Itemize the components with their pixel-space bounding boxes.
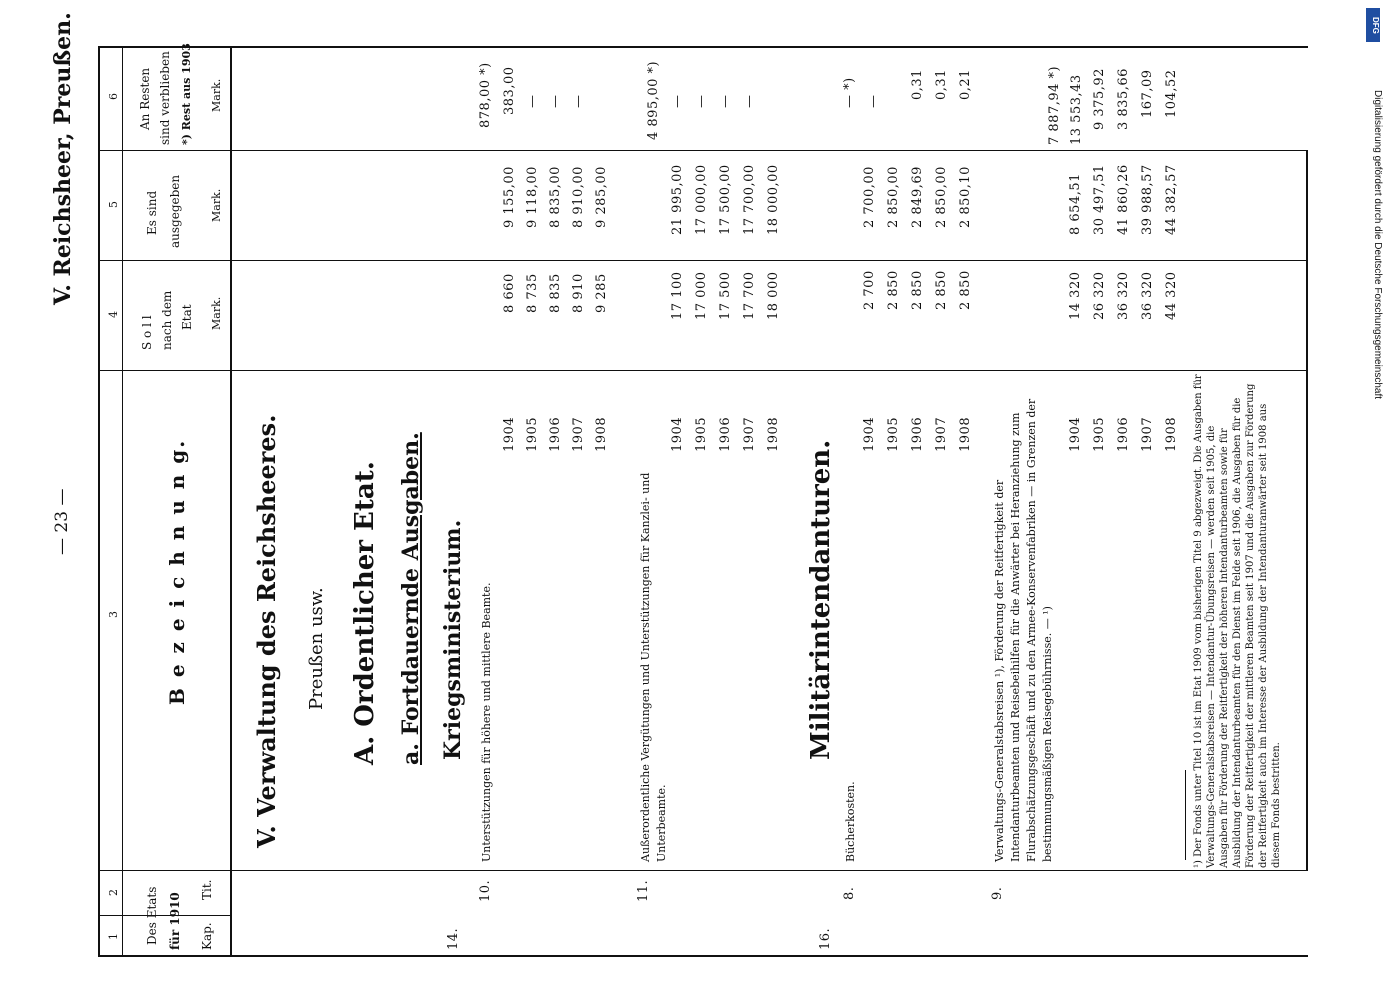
rest-value: —: [718, 94, 733, 108]
ausgegeben-value: 21 995,00: [670, 164, 685, 235]
rule-col3-col4: [100, 370, 1306, 371]
header-ausgegeben: ausgegeben: [168, 174, 182, 248]
year-label: 1907: [1140, 416, 1155, 452]
heading-preussen: Preußen usw.: [306, 587, 327, 710]
page-number: — 23 —: [52, 488, 72, 555]
rest-value: 0,31: [910, 69, 925, 100]
ausgegeben-value: 2 850,00: [934, 166, 949, 228]
rest-value: —: [548, 94, 563, 108]
col-num-3: 3: [107, 611, 120, 618]
rest-value: —: [694, 94, 709, 108]
year-label: 1904: [1068, 416, 1083, 452]
soll-value: 2 850: [886, 270, 901, 310]
heading-militaerintendanturen: Militärintendanturen.: [806, 439, 836, 760]
entry-tit: 10.: [478, 879, 493, 902]
dfg-logo: DFG: [1366, 8, 1380, 42]
rest-value: — *): [842, 77, 857, 108]
rest-value: —: [571, 94, 586, 108]
soll-value: 17 700: [742, 271, 757, 320]
rest-value: 878,00 *): [478, 62, 493, 128]
soll-value: 2 850: [934, 270, 949, 310]
year-label: 1907: [742, 416, 757, 452]
header-rest-note: *) Rest aus 1903: [180, 43, 193, 145]
rest-value: 9 375,92: [1092, 68, 1107, 130]
ausgegeben-value: 17 700,00: [742, 164, 757, 235]
rest-value: —: [866, 94, 881, 108]
soll-value: 26 320: [1092, 271, 1107, 320]
col-num-5: 5: [107, 201, 120, 208]
header-es-sind: Es sind: [145, 190, 159, 235]
ausgegeben-value: 8 910,00: [571, 166, 586, 228]
col-num-4: 4: [107, 311, 120, 318]
ausgegeben-value: 2 849,69: [910, 166, 925, 228]
year-label: 1905: [1092, 416, 1107, 452]
entry-text: Verwaltungs-Generalstabsreisen ¹), Förderung der Reitfertigkeit der Intendanturbeamten und Reisebeihilfen für die Anwärter bei Heranziehung zum Flurabschätzungsgeschäft und zu den Armee-Konservenfabriken — in Grenzen der bestimmungsmäßigen Reisegebührnisse. — ¹): [993, 398, 1054, 862]
ausgegeben-value: 30 497,51: [1092, 164, 1107, 235]
ausgegeben-value: 8 835,00: [548, 166, 563, 228]
year-label: 1906: [718, 416, 733, 452]
rest-value: —: [742, 94, 757, 108]
col-num-1: 1: [107, 933, 120, 940]
entry-text: Außerordentliche Vergütungen und Unterstützungen für Kanzlei- und Unterbeamte.: [639, 472, 668, 862]
entry-tit: 11.: [636, 879, 651, 902]
soll-value: 44 320: [1164, 271, 1179, 320]
ausgegeben-value: 2 700,00: [862, 166, 877, 228]
rest-value: 0,31: [934, 69, 949, 100]
soll-value: 8 660: [502, 273, 517, 313]
year-label: 1904: [670, 416, 685, 452]
col-num-2: 2: [107, 889, 120, 896]
header-bezeichnung: B e z e i c h n u n g.: [165, 438, 189, 705]
soll-value: 8 835: [548, 273, 563, 313]
rule-col2-col3: [98, 870, 1308, 871]
header-sind-verblieben: sind verblieben: [158, 51, 172, 145]
entry-tit: 9.: [990, 886, 1005, 900]
ausgegeben-value: 2 850,00: [886, 166, 901, 228]
soll-value: 14 320: [1068, 271, 1083, 320]
rule-left: [98, 46, 100, 957]
running-head-section: V. Reichsheer, Preußen.: [50, 12, 76, 305]
heading-fortdauernde: a. Fortdauernde Ausgaben.: [398, 432, 424, 765]
rule-header-sep: [230, 46, 232, 957]
year-label: 1906: [548, 416, 563, 452]
footnote-divider: [1185, 770, 1186, 860]
ausgegeben-value: 17 000,00: [694, 164, 709, 235]
entry-kap: 16.: [818, 927, 833, 950]
soll-value: 2 850: [910, 270, 925, 310]
side-credit: Digitalisierung gefördert durch die Deutsche Forschungsgemeinschaft: [1372, 90, 1383, 400]
year-label: 1905: [525, 416, 540, 452]
rest-value: 3 835,66: [1116, 68, 1131, 130]
header-nach-dem: nach dem: [160, 290, 174, 350]
entry-text: Bücherkosten.: [844, 781, 857, 862]
soll-value: 2 700: [862, 270, 877, 310]
year-label: 1907: [571, 416, 586, 452]
header-tit: Tit.: [200, 879, 214, 900]
rule-bottom: [98, 955, 1308, 957]
year-label: 1907: [934, 416, 949, 452]
header-mark-6: Mark.: [210, 78, 223, 112]
footnote: ¹) Der Fonds unter Titel 10 ist im Etat 1909 vom bisherigen Titel 9 abgezweigt. Die Ausgaben für Verwaltungs-Generalstabsreisen — Intendantur-Übungsreisen — werden seit 1905, die Ausgaben für Förderung der Reitfertigkeit der höheren Intendanturbeamten sowie für Ausbildung der Intendanturbeamten für den Dienst im Felde seit 1906, die Ausgaben für die Förderung der Reitfertigkeit der mittleren Beamten seit 1907 und die Ausgaben zur Förderung der Reitfertigkeit auch im Interesse der Ausbildung der Intendanturanwärter seit 1908 aus diesem Fonds bestritten.: [1193, 374, 1282, 868]
ausgegeben-value: 17 500,00: [718, 164, 733, 235]
entry-kap: 14.: [446, 927, 461, 950]
ausgegeben-value: 39 988,57: [1140, 164, 1155, 235]
ausgegeben-value: 18 000,00: [766, 164, 781, 235]
year-label: 1904: [862, 416, 877, 452]
year-label: 1906: [1116, 416, 1131, 452]
header-des-etats: Des Etats: [145, 886, 159, 945]
rule-colnum: [122, 46, 123, 957]
ausgegeben-value: 44 382,57: [1164, 164, 1179, 235]
rule-top: [98, 46, 1308, 48]
year-label: 1908: [766, 416, 781, 452]
year-label: 1908: [1164, 416, 1179, 452]
rest-value: 104,52: [1164, 69, 1179, 118]
header-an-resten: An Resten: [138, 67, 152, 130]
soll-value: 36 320: [1140, 271, 1155, 320]
rule-col1-col2: [100, 915, 230, 916]
rest-value: —: [670, 94, 685, 108]
rest-value: 167,09: [1140, 69, 1155, 118]
header-etat: Etat: [180, 304, 194, 330]
rest-value: 7 887,94 *) 13 553,43: [1047, 65, 1084, 145]
year-label: 1906: [910, 416, 925, 452]
soll-value: 17 100: [670, 271, 685, 320]
soll-value: 17 500: [718, 271, 733, 320]
soll-value: 18 000: [766, 271, 781, 320]
soll-value: 2 850: [958, 270, 973, 310]
heading-ordentlicher-etat: A. Ordentlicher Etat.: [350, 461, 380, 765]
soll-value: 8 735: [525, 273, 540, 313]
year-label: 1904: [502, 416, 517, 452]
heading-kriegsministerium: Kriegsministerium.: [440, 519, 466, 760]
ausgegeben-value: 9 285,00: [594, 166, 609, 228]
year-label: 1905: [886, 416, 901, 452]
soll-value: 8 910: [571, 273, 586, 313]
rest-value: 4 895,00 *): [646, 60, 661, 140]
header-fuer-1910: für 1910: [168, 892, 182, 950]
entry-tit: 8.: [842, 886, 857, 900]
header-kap: Kap.: [200, 922, 214, 950]
ausgegeben-value: 9 155,00: [502, 166, 517, 228]
rule-col4-col5: [100, 260, 1306, 261]
header-soll: S o l l: [140, 315, 154, 350]
soll-value: 36 320: [1116, 271, 1131, 320]
year-label: 1905: [694, 416, 709, 452]
header-mark-5: Mark.: [210, 188, 223, 222]
entry-text: Unterstützungen für höhere und mittlere Beamte.: [480, 582, 493, 862]
header-mark-4: Mark.: [210, 296, 223, 330]
heading-main: V. Verwaltung des Reichsheeres.: [252, 414, 281, 848]
ausgegeben-value: 2 850,10: [958, 166, 973, 228]
rule-right: [1306, 150, 1308, 870]
year-label: 1908: [594, 416, 609, 452]
soll-value: 9 285: [594, 273, 609, 313]
year-label: 1908: [958, 416, 973, 452]
rest-value: 383,00: [502, 66, 517, 115]
col-num-6: 6: [107, 93, 120, 100]
ausgegeben-value: 41 860,26: [1116, 164, 1131, 235]
ausgegeben-value: 9 118,00: [525, 166, 540, 228]
ausgegeben-value: 8 654,51: [1068, 173, 1083, 235]
soll-value: 17 000: [694, 271, 709, 320]
rest-value: —: [525, 94, 540, 108]
rule-col5-col6: [100, 150, 1306, 151]
rest-value: 0,21: [958, 69, 973, 100]
